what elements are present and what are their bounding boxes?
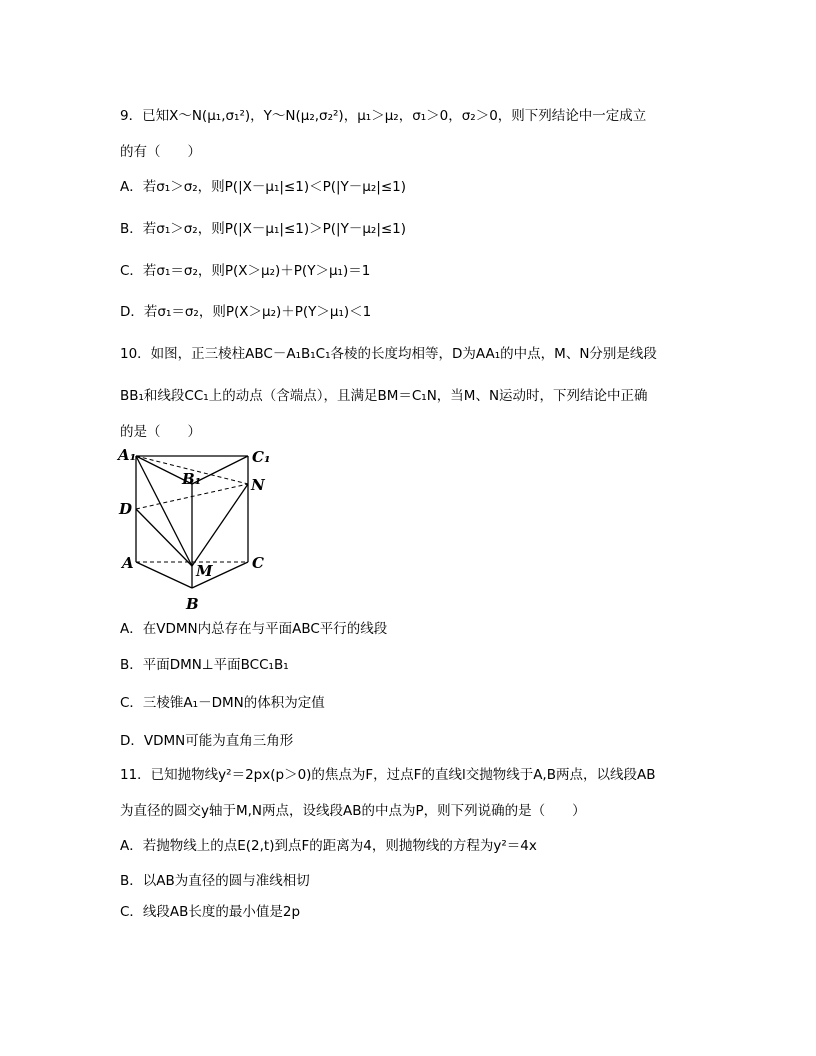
q11-option-b: B．以AB为直径的圆与准线相切 [120, 873, 310, 889]
q9-option-c: C．若σ₁＝σ₂，则P(X＞μ₂)＋P(Y＞μ₁)＝1 [120, 263, 371, 279]
label-d: D [119, 500, 133, 518]
q10-stem-line3: 的是（ ） [120, 424, 201, 440]
label-c: C [252, 554, 264, 572]
prism-figure [116, 444, 276, 614]
label-b1: B₁ [182, 470, 202, 488]
label-c1: C₁ [252, 448, 271, 466]
label-n: N [251, 476, 265, 494]
q10-option-c: C．三棱锥A₁－DMN的体积为定值 [120, 695, 325, 711]
q9-option-a: A．若σ₁＞σ₂，则P(|X－μ₁|≤1)＜P(|Y－μ₂|≤1) [120, 179, 407, 195]
q11-stem-line1: 11．已知抛物线y²＝2px(p＞0)的焦点为F，过点F的直线l交抛物线于A,B两点，以线段AB [120, 767, 656, 783]
q9-stem-line2: 的有（ ） [120, 144, 201, 160]
label-m: M [196, 562, 213, 580]
q10-option-a: A．在VDMN内总存在与平面ABC平行的线段 [120, 621, 388, 637]
q10-option-d: D．VDMN可能为直角三角形 [120, 733, 294, 749]
q11-option-c: C．线段AB长度的最小值是2p [120, 904, 301, 920]
q10-stem-line2: BB₁和线段CC₁上的动点（含端点），且满足BM＝C₁N，当M、N运动时，下列结论中正确 [120, 388, 648, 404]
q9-stem-line1: 9．已知X～N(μ₁,σ₁²)，Y～N(μ₂,σ₂²)，μ₁＞μ₂，σ₁＞0，σ₂＞0，则下列结论中一定成立 [120, 108, 647, 124]
q10-stem-line1: 10．如图，正三棱柱ABC－A₁B₁C₁各棱的长度均相等，D为AA₁的中点，M、N分别是线段 [120, 346, 657, 362]
q9-option-b: B．若σ₁＞σ₂，则P(|X－μ₁|≤1)＞P(|Y－μ₂|≤1) [120, 221, 407, 237]
label-a: A [122, 554, 134, 572]
q9-option-d: D．若σ₁＝σ₂，则P(X＞μ₂)＋P(Y＞μ₁)＜1 [120, 304, 372, 320]
q10-option-b: B．平面DMN⊥平面BCC₁B₁ [120, 657, 289, 673]
label-a1: A₁ [118, 446, 137, 464]
label-b: B [186, 595, 199, 613]
q11-stem-line2: 为直径的圆交y轴于M,N两点，设线段AB的中点为P，则下列说确的是（ ） [120, 803, 586, 819]
q11-option-a: A．若抛物线上的点E(2,t)到点F的距离为4，则抛物线的方程为y²＝4x [120, 838, 537, 854]
